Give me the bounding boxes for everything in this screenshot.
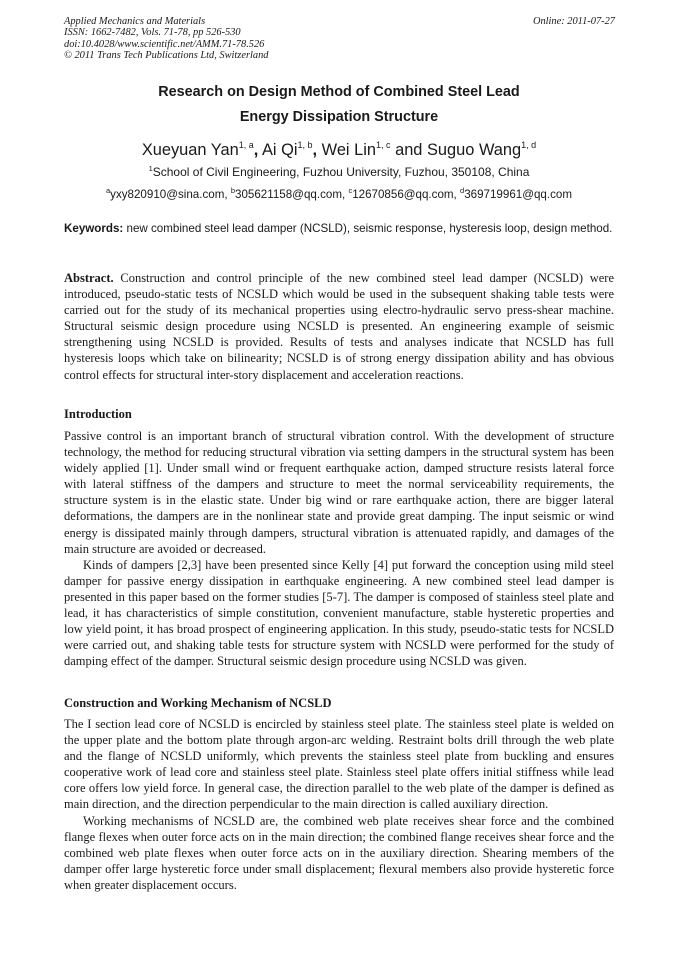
section-heading-construction: Construction and Working Mechanism of NCSLD (64, 696, 332, 710)
affiliation (0, 165, 678, 179)
journal-header (64, 16, 268, 62)
author-name: Suguo Wang (427, 141, 522, 159)
paper-title-line-2: Energy Dissipation Structure (239, 109, 439, 125)
author-name: Xueyuan Yan (141, 141, 239, 159)
paragraph: Working mechanisms of NCSLD are, the combined web plate receives shear force and the combined flange flexes when outer force acts on in the main direction; the combined flange receives shear force and the combined web plate flexes when outer force acts on in the auxiliary direction. Shearing members of the damper offer large hysteretic force under small displacement; flexural members also provide hysteretic force when greater displacement occurs. (64, 813, 614, 892)
abstract (64, 270, 614, 383)
abstract-label: Abstract. (64, 271, 114, 285)
email-mark: b (230, 186, 236, 195)
paragraph: The I section lead core of NCSLD is encircled by stainless steel plate. The stainless steel plate is welded on the upper plate and the bottom plate through argon-arc welding. Restraint bolts drill through the web plate and the flange of NCSLD uniformly, which prevents the stainless steel plate from buckling and ensures cooperative work of lead core and stainless steel plate. Stainless steel plate offers initial stiffness while lead core offers low yield force. In general case, the direction parallel to the web plate of the damper is defined as main direction, and the direction perpendicular to the main direction is called auxiliary direction. (64, 717, 614, 812)
email-mark: d (460, 186, 465, 195)
section-heading-introduction: Introduction (64, 407, 132, 421)
author-name: Wei Lin (321, 141, 376, 159)
paragraph: Passive control is an important branch of structural vibration control. With the development of structure technology, the method for reducing structural vibration via setting dampers in the structural system has been widely applied [1]. Under small wind or frequent earthquake action, damped structure resists lateral force with lateral stiffness of the dampers and structure to meet the normal serviceability requirements, the structure system is in the elastic state. Under big wind or rare earthquake action, there are bigger lateral deformations, the dampers are in the nonlinear state and provide great damping. The input seismic or wind energy is dissipated mainly through dampers, structural vibration is attenuated rapidly, and damages of the main structure are avoided or decreased. (64, 429, 614, 556)
author-affiliation-mark: 1, a (238, 140, 254, 150)
paper-title-line-1: Research on Design Method of Combined Steel Lead (158, 84, 520, 100)
journal-name: Applied Mechanics and Materials (64, 16, 206, 27)
journal-doi: doi:10.4028/www.scientific.net/AMM.71-78.526 (64, 38, 265, 50)
author-separator: , (312, 141, 318, 159)
author-separator: and (395, 141, 423, 159)
keywords (64, 221, 614, 237)
keywords-label: Keywords: (64, 222, 124, 235)
paragraph: Kinds of dampers [2,3] have been presented since Kelly [4] put forward the conception using mild steel damper for passive energy dissipation in earthquake engineering. A new combined steel lead damper is presented in this paper based on the former studies [5-7]. The damper is composed of stainless steel plate and lead, it has characteristics of simple constitution, convenient manufacture, stable hysteretic properties and low yield point, it has broad prospect of engineering application. In this study, pseudo-static tests for NCSLD were carried out, and shaking table tests for structure system with NCSLD were performed for the study of damping effect of the damper. Structural seismic design procedure using NCSLD was given. (64, 557, 614, 669)
journal-issn: ISSN: 1662-7482, Vols. 71-78, pp 526-530 (64, 27, 241, 39)
email-mark: c (348, 186, 353, 195)
keywords-text: new combined steel lead damper (NCSLD), seismic response, hysteresis loop, design method. (126, 222, 613, 235)
abstract-text: Construction and control principle of the new combined steel lead damper (NCSLD) were introduced, pseudo-static tests of NCSLD which would be used in the subsequent shaking table tests were carried out for the study of its mechanical properties using electro-hydraulic servo press-shear machine. Structural seismic design procedure using NCSLD is presented. An engineering example of seismic strengthening using NCSLD is provided. Results of tests and analyses indicate that NCSLD has full hysteresis loops which take on bilinearity; NCSLD is of strong energy dissipation ability and has obvious control effects for structural inter-story displacement and acceleration reactions. (64, 271, 615, 382)
author-affiliation-mark: 1, d (521, 140, 537, 150)
email-address: 305621158@qq.com, (235, 188, 346, 201)
affiliation-text: School of Civil Engineering, Fuzhou University, Fuzhou, 350108, China (152, 165, 530, 179)
author-affiliation-mark: 1, b (297, 140, 313, 150)
construction-body (64, 716, 614, 893)
introduction-body (64, 428, 614, 669)
author-affiliation-mark: 1, c (376, 140, 391, 150)
email-address: yxy820910@sina.com, (110, 188, 228, 201)
author-name: Ai Qi (261, 141, 298, 159)
affiliation-mark: 1 (148, 164, 153, 173)
email-address: 369719961@qq.com (464, 188, 573, 201)
email-mark: a (105, 186, 111, 195)
online-date: Online: 2011-07-27 (532, 16, 615, 27)
journal-copyright: © 2011 Trans Tech Publications Ltd, Switzerland (64, 50, 269, 62)
email-address: 12670856@qq.com, (352, 188, 457, 201)
email-list (0, 188, 678, 202)
author-list (0, 141, 678, 159)
author-separator: , (253, 141, 259, 159)
